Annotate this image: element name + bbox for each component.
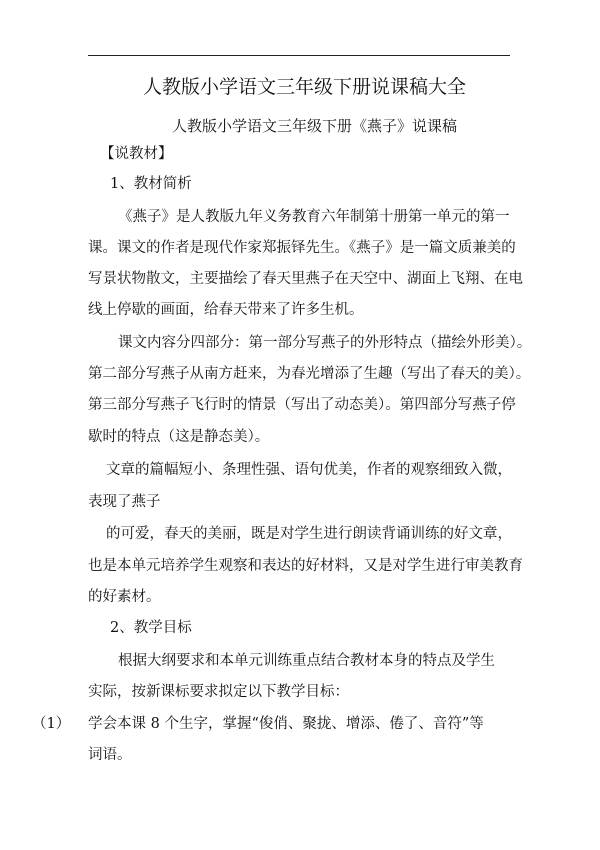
paragraph-line: 根据大纲要求和本单元训练重点结合教材本身的特点及学生 [118, 653, 495, 669]
paragraph-line: 表现了燕子 [88, 494, 161, 510]
paragraph-line: 的可爱，春天的美丽，既是对学生进行朗读背诵训练的好文章， [106, 526, 512, 542]
paragraph-line: 写景状物散文，主要描绘了春天里燕子在天空中、湖面上飞翔、在电 [88, 271, 523, 287]
paragraph-line: 文章的篇幅短小、条理性强、语句优美，作者的观察细致入微， [106, 462, 512, 478]
paragraph-line: 歇时的特点（这是静态美）。 [88, 429, 270, 445]
goal-number: （1） [32, 716, 71, 732]
document-subtitle: 人教版小学语文三年级下册《燕子》说课稿 [172, 117, 458, 135]
heading-textbook-analysis: 1、教材简析 [110, 176, 192, 192]
paragraph-line: 线上停歇的画面，给春天带来了许多生机。 [88, 302, 364, 318]
goal-line: 学会本课 8 个生字，掌握“俊俏、聚拢、增添、倦了、音符”等 [88, 716, 484, 732]
paragraph-line: 实际，按新课标要求拟定以下教学目标： [88, 684, 349, 700]
paragraph-line: 第三部分写燕子飞行时的情景（写出了动态美）。第四部分写燕子停 [88, 397, 516, 413]
paragraph-line: 《燕子》是人教版九年义务教育六年制第十册第一单元的第一 [118, 209, 510, 225]
paragraph-line: 课。课文的作者是现代作家郑振铎先生。《燕子》是一篇文质兼美的 [88, 240, 516, 256]
section-header: 【说教材】 [100, 146, 173, 162]
top-rule [88, 55, 510, 56]
paragraph-line: 的好素材。 [88, 589, 161, 605]
goal-line: 词语。 [88, 747, 132, 763]
heading-teaching-goals: 2、教学目标 [110, 620, 192, 636]
paragraph-line: 第二部分写燕子从南方赶来，为春光增添了生趣（写出了春天的美）。 [88, 366, 531, 382]
paragraph-line: 课文内容分四部分：第一部分写燕子的外形特点（描绘外形美）。 [118, 335, 532, 351]
document-title: 人教版小学语文三年级下册说课稿大全 [143, 76, 467, 98]
paragraph-line: 也是本单元培养学生观察和表达的好材料，又是对学生进行审美教育 [88, 558, 523, 574]
